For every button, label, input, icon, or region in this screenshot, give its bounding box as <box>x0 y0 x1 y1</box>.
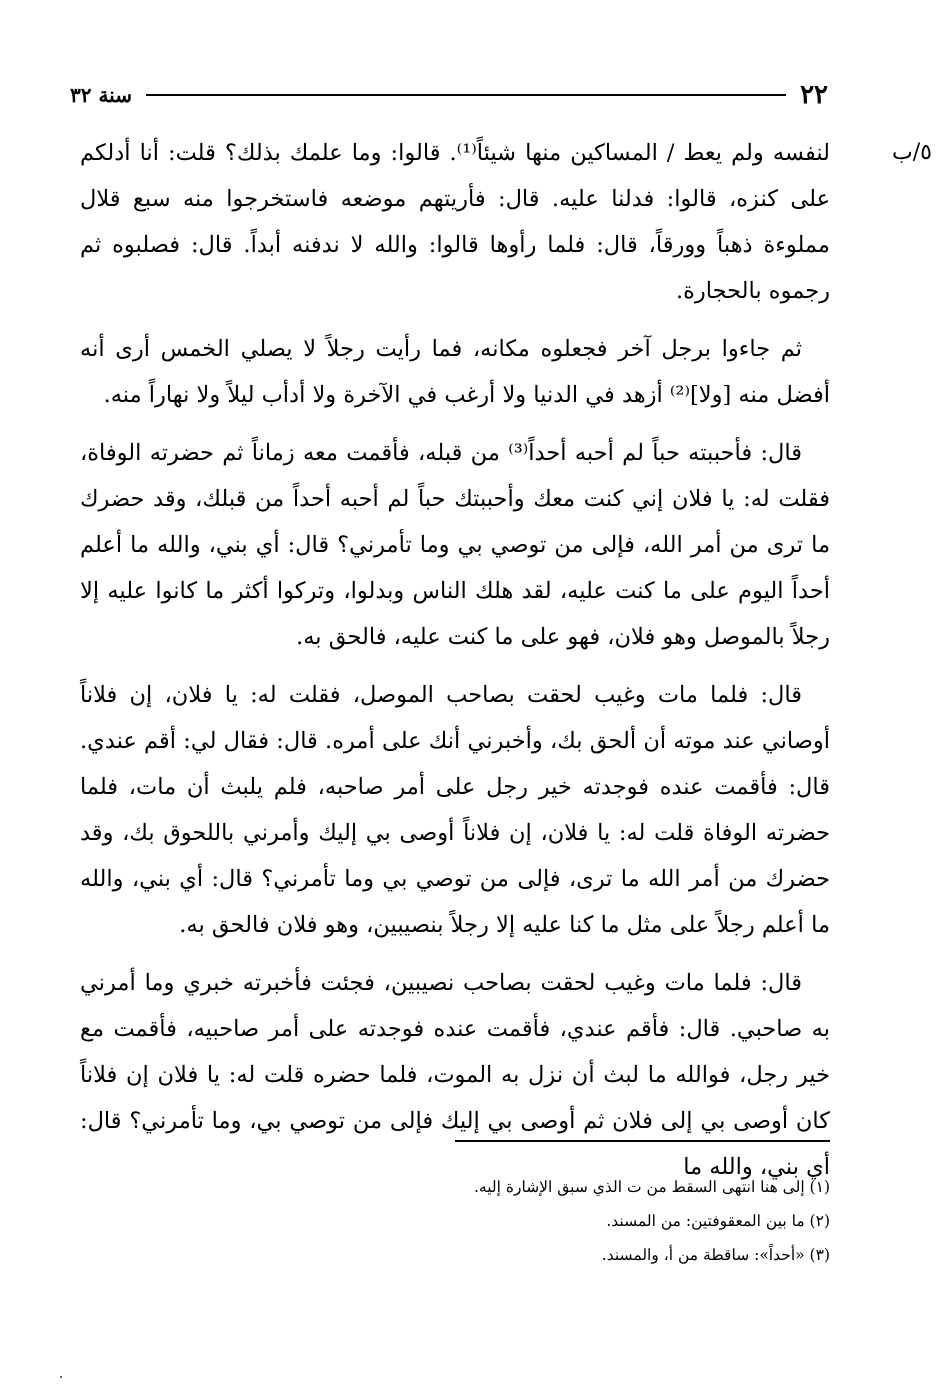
page-number: ٢٢ <box>800 80 828 110</box>
footnotes <box>70 1170 830 1272</box>
manuscript-folio-note: ٥/ب <box>892 140 932 165</box>
scan-speck <box>60 1376 62 1378</box>
paragraph-1: لنفسه ولم يعط / المساكين منها شيئاً⁽¹⁾. قالوا: وما علمك بذلك؟ قلت: أنا أدلكم على كنزه، قالوا: فدلنا عليه. قال: فأريتهم موضعه فاستخرجوا منه سبع قلال مملوءة ذهباً وورقاً، قال: فلما رأوها قالوا: والله لا ندفنه أبداً. قال: فصلبوه ثم رجموه بالحجارة. <box>80 140 830 304</box>
footnote-2: (٢) ما بين المعقوفتين: من المسند. <box>606 1212 830 1230</box>
header-rule <box>146 94 786 96</box>
paragraph-5: قال: فلما مات وغيب لحقت بصاحب نصيبين، فجئت فأخبرته خبري وما أمرني به صاحبي. قال: فأقم عندي، فأقمت عنده فوجدته على أمر صاحبيه، فأقمت مع خير رجل، فوالله ما لبث أن نزل به الموت، فلما حضره قلت له: يا فلان إن فلاناً كان أوصى بي إلى فلان ثم أوصى بي إليك فإلى من توصي بي، وما تأمرني؟ قال: أي بني، والله ما <box>80 970 830 1180</box>
footnote-1: (١) إلى هنا انتهى السقط من ت الذي سبق الإشارة إليه. <box>474 1178 830 1196</box>
footnote-3: (٣) «أحداً»: ساقطة من أ، والمسند. <box>601 1246 830 1264</box>
main-text <box>80 130 830 1202</box>
running-head: سنة ٣٢ <box>70 83 132 107</box>
paragraph-2: ثم جاءوا برجل آخر فجعلوه مكانه، فما رأيت رجلاً لا يصلي الخمس أرى أنه أفضل منه [ولا]⁽²⁾ أزهد في الدنيا ولا أرغب في الآخرة ولا أدأب ليلاً ولا نهاراً منه. <box>80 336 830 408</box>
paragraph-4: قال: فلما مات وغيب لحقت بصاحب الموصل، فقلت له: يا فلان، إن فلاناً أوصاني عند موته أن ألحق بك، وأخبرني أنك على أمره. قال: فقال لي: أقم عندي. قال: فأقمت عنده فوجدته خير رجل على أمر صاحبه، فلم يلبث أن مات، فلما حضرته الوفاة قلت له: يا فلان، إن فلاناً أوصى بي إليك وأمرني باللحوق بك، وقد حضرك من أمر الله ما ترى، فإلى من توصي بي وما تأمرني؟ قال: أي بني، والله ما أعلم رجلاً على مثل ما كنا عليه إلا رجلاً بنصيبين، وهو فلان فالحق به. <box>80 682 830 938</box>
page-header <box>70 78 828 112</box>
footnote-separator <box>455 1140 830 1142</box>
paragraph-3: قال: فأحببته حباً لم أحبه أحداً⁽³⁾ من قبله، فأقمت معه زماناً ثم حضرته الوفاة، فقلت له: يا فلان إني كنت معك وأحببتك حباً لم أحبه أحداً من قبلك، وقد حضرك ما ترى من أمر الله، فإلى من توصي بي وما تأمرني؟ قال: أي بني، والله ما أعلم أحداً اليوم على ما كنت عليه، لقد هلك الناس وبدلوا، وتركوا أكثر ما كانوا عليه إلا رجلاً بالموصل وهو فلان، فهو على ما كنت عليه، فالحق به. <box>80 440 830 650</box>
